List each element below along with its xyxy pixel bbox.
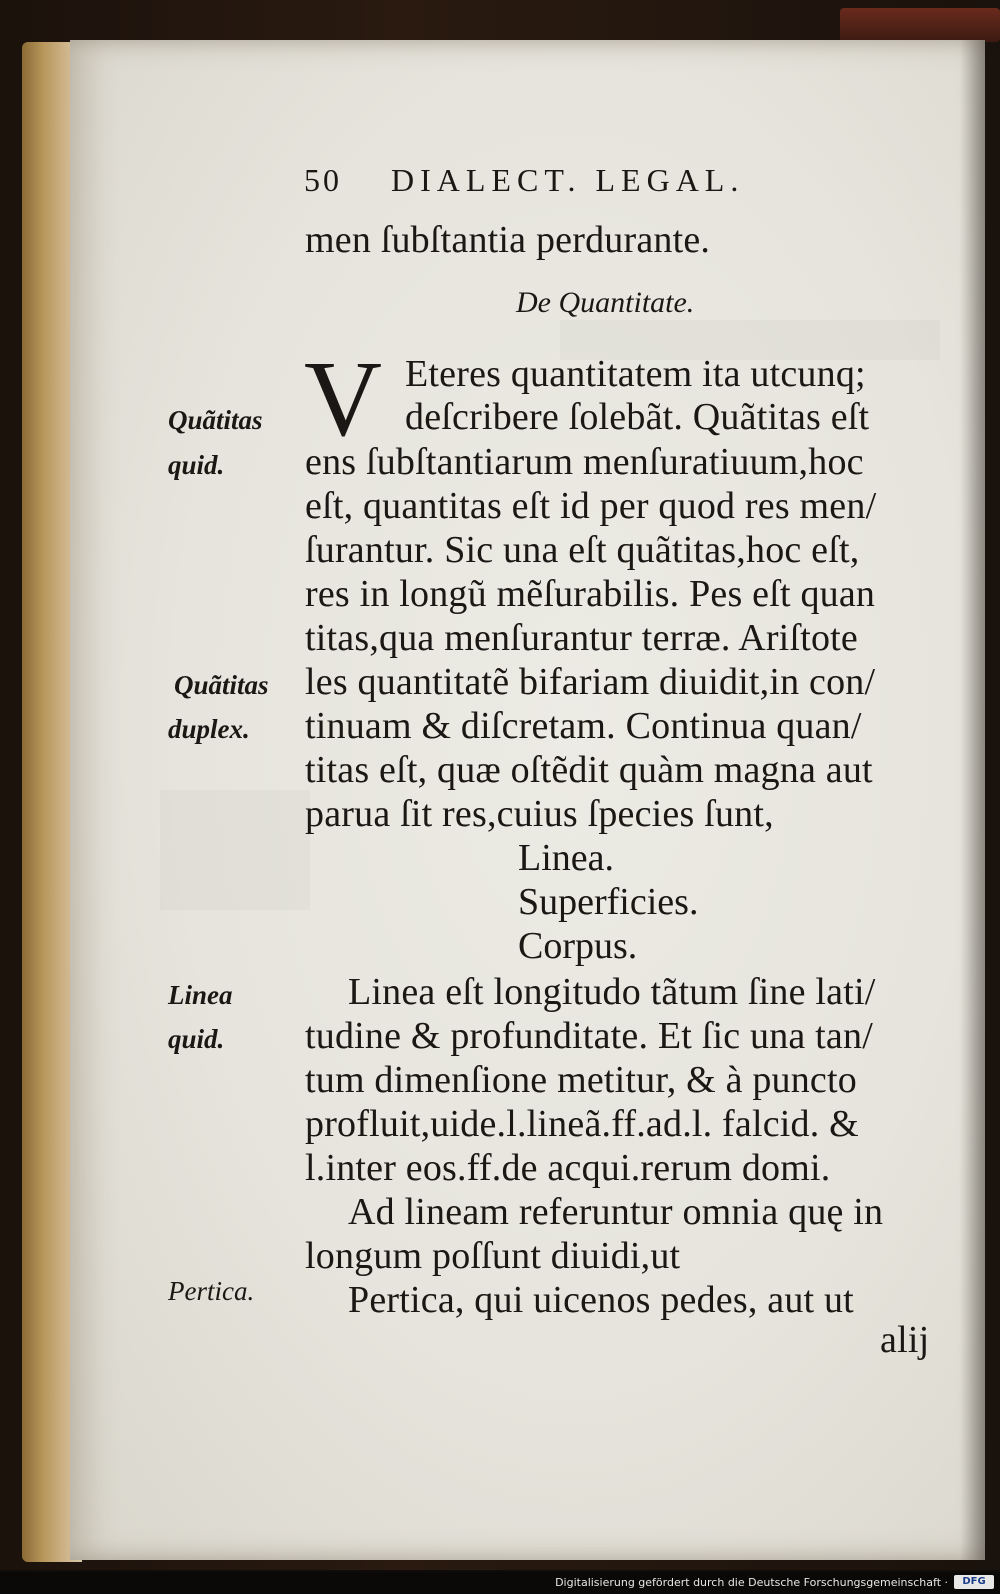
running-title: DIALECT. LEGAL. bbox=[391, 162, 745, 198]
book-cover-edge bbox=[840, 8, 1000, 42]
text-line: longum poſſunt diuidi,ut bbox=[305, 1235, 681, 1277]
text-line: titas eſt, quæ oſtẽdit quàm magna aut bbox=[305, 749, 873, 791]
text-line: deſcribere ſolebãt. Quãtitas eſt bbox=[405, 396, 870, 438]
text-line: res in longũ mẽſurabilis. Pes eſt quan bbox=[305, 573, 876, 615]
text-line: eſt, quantitas eſt id per quod res men/ bbox=[305, 485, 877, 527]
marginal-note: Quãtitas bbox=[168, 405, 263, 435]
species-item: Corpus. bbox=[518, 925, 638, 967]
species-item: Linea. bbox=[518, 837, 615, 879]
page-gutter-shadow bbox=[960, 40, 985, 1560]
dfg-logo: DFG bbox=[954, 1575, 994, 1589]
marginal-note: quid. bbox=[168, 1024, 225, 1054]
text-line: men ſubſtantia perdurante. bbox=[305, 219, 711, 261]
text-line: l.inter eos.ff.de acqui.rerum domi. bbox=[305, 1147, 831, 1189]
text-line: les quantitatẽ bifariam diuidit,in con/ bbox=[305, 661, 876, 703]
marginal-note: Pertica. bbox=[168, 1276, 255, 1306]
text-line: ſurantur. Sic una eſt quãtitas,hoc eſt, bbox=[305, 529, 860, 571]
text-line: Ad lineam referuntur omnia quę in bbox=[348, 1191, 884, 1233]
marginal-note: Quãtitas bbox=[174, 670, 269, 700]
marginal-note: quid. bbox=[168, 450, 225, 480]
drop-cap: V bbox=[304, 340, 382, 459]
footer-credit: Digitalisierung gefördert durch die Deutsche Forschungsgemeinschaft · bbox=[555, 1576, 948, 1589]
text-line: ens ſubſtantiarum menſuratiuum,hoc bbox=[305, 441, 864, 483]
text-line: tinuam & diſcretam. Continua quan/ bbox=[305, 705, 862, 747]
marginal-note: Linea bbox=[168, 980, 233, 1010]
section-heading: De Quantitate. bbox=[516, 286, 695, 319]
text-line: tum dimenſione metitur, & à puncto bbox=[305, 1059, 857, 1101]
page-number: 50 bbox=[304, 162, 342, 198]
text-line: titas,qua menſurantur terræ. Ariſtote bbox=[305, 617, 858, 659]
species-item: Superficies. bbox=[518, 881, 699, 923]
text-line: Eteres quantitatem ita utcunq; bbox=[405, 353, 866, 395]
running-header bbox=[304, 162, 744, 199]
marginal-note: duplex. bbox=[168, 714, 250, 744]
text-line: parua ſit res,cuius ſpecies ſunt, bbox=[305, 793, 774, 835]
bleed-through bbox=[160, 790, 310, 910]
text-line: tudine & profunditate. Et ſic una tan/ bbox=[305, 1015, 873, 1057]
text-line: profluit,uide.l.lineã.ff.ad.l. falcid. & bbox=[305, 1103, 859, 1145]
catchword: alij bbox=[880, 1319, 930, 1361]
text-line: Pertica, qui uicenos pedes, aut ut bbox=[348, 1279, 854, 1321]
text-line: Linea eſt longitudo tãtum ſine lati/ bbox=[348, 971, 876, 1013]
